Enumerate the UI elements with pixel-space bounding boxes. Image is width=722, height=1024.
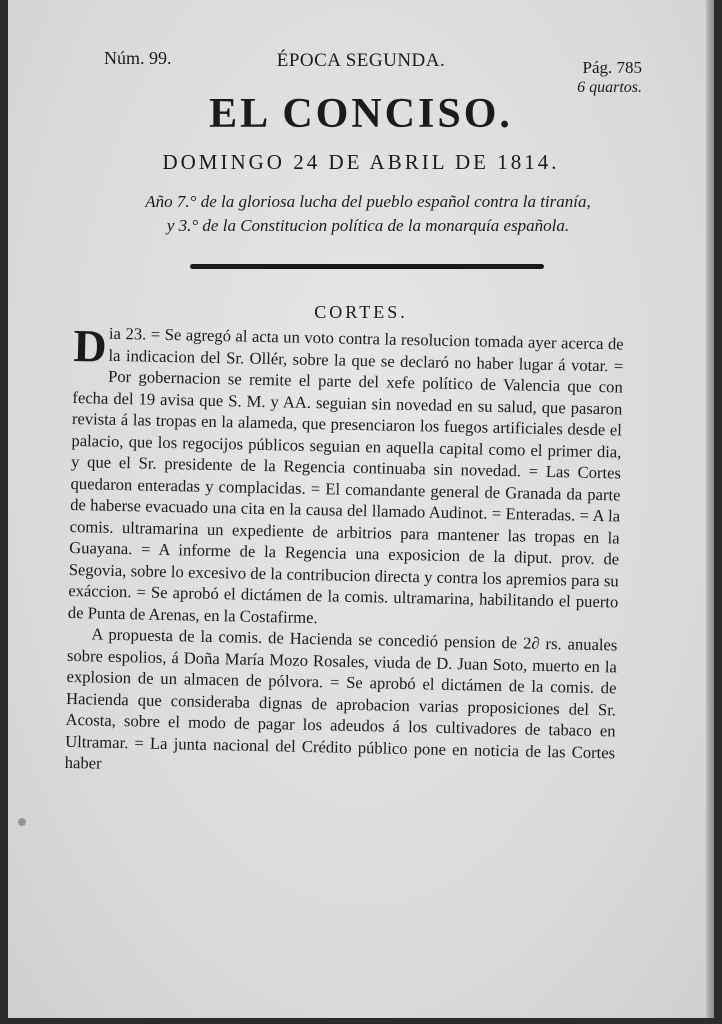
subtitle-line-2: y 3.° de la Constitucion política de la monarquía española.	[166, 216, 570, 235]
article-paragraph-2: A propuesta de la comis. de Hacienda se concedió pension de 2∂ rs. anuales sobre espolios, á Doña María Mozo Rosales, viuda de D. Juan Soto, muerto en la explosion de un almacen de pólvora. = Se aprobó el dictámen de la comis. de Hacienda que consideraba dignas de aprobacion varias proposiciones del Sr. Acosta, sobre el modo de pagar los adeudos á los cultivadores de tabaco en Ultramar. = La junta nacional del Crédito público pone en noticia de las Cortes haber	[64, 624, 618, 773]
newspaper-page	[8, 0, 714, 1018]
price-label: 6 quartos.	[577, 79, 642, 96]
subtitle-line-1: Año 7.° de la gloriosa lucha del pueblo español contra la tiranía,	[145, 192, 591, 211]
paragraph-1-text: ia 23. = Se agregó al acta un voto contra la resolucion tomada ayer acerca de la indicacion del Sr. Ollér, sobre la que se declaró no haber lugar á votar. = Por gobernacion se remite el parte del xefe político de Valencia que con fecha del 19 avisa que S. M. y AA. seguian sin novedad en su salud, que pasaron revista á las tropas en la alameda, que presenciaron los fuegos artificiales desde el palacio, que los regocijos públicos seguian en aquella capital como el primer dia, y que el Sr. presidente de la Regencia continuaba sin novedad. = Las Cortes quedaron enteradas y complacidas. = El comandante general de Granada da parte de haberse evacuado una cita en la causa del llamado Audinot. = Enteradas. = A la comis. ultramarina un expediente de arbitrios para mantener las tropas en la Guayana. = A informe de la Regencia una exposicion de la diput. prov. de Segovia, sobre lo excesivo de la contribucion directa y contra los apremios para su exáccion. = Se aprobó el dictámen de la comis. ultramarina, habilitando el puerto de Punta de Arenas, en la Costafirme.	[67, 323, 624, 627]
header-divider-rule	[190, 264, 544, 269]
newspaper-masthead: EL CONCISO.	[209, 91, 513, 137]
issue-number: Núm. 99.	[104, 48, 172, 68]
drop-cap: D	[72, 320, 108, 372]
masthead-subtitle	[88, 190, 648, 238]
article-paragraph-1	[68, 322, 624, 634]
page-header	[8, 44, 714, 96]
page-number: Pág. 785	[582, 58, 642, 77]
epoch-label: ÉPOCA SEGUNDA.	[276, 50, 446, 71]
section-title: CORTES.	[314, 302, 408, 322]
article-body	[65, 322, 624, 785]
issue-date: DOMINGO 24 DE ABRIL DE 1814.	[162, 150, 560, 174]
ink-smudge	[18, 818, 26, 826]
